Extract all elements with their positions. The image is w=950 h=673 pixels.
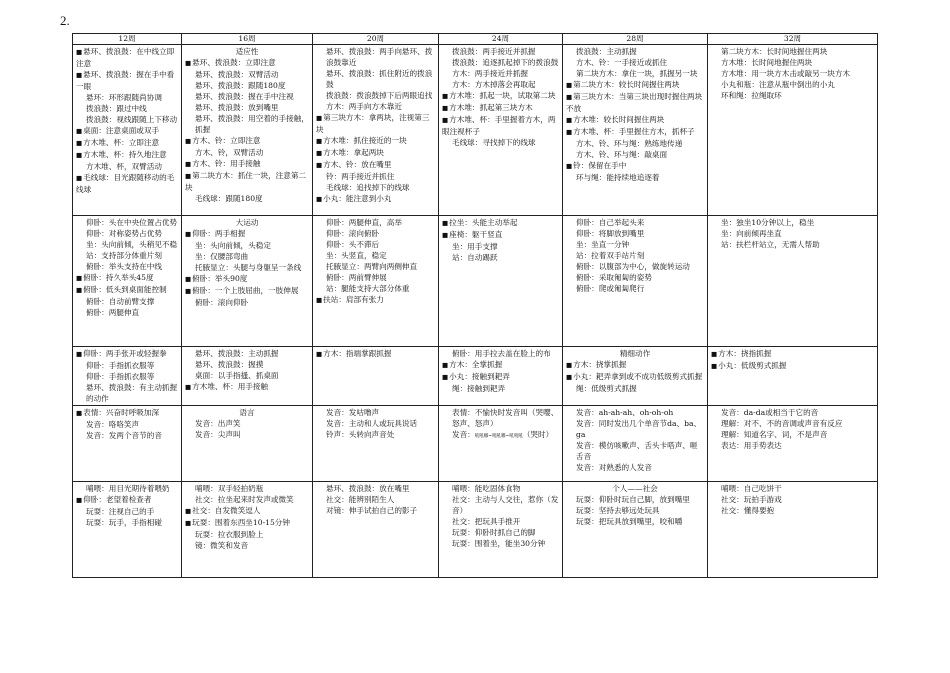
cell-adaptive-20周 xyxy=(313,45,439,216)
milestone-item: ■ 方木堆、杯：用手接触 xyxy=(185,381,309,393)
section-row-personal-social xyxy=(73,482,878,578)
cell-adaptive-12周 xyxy=(73,45,182,216)
milestone-item: 坐：头向前倾，头稳定 xyxy=(195,241,271,250)
section-row-language xyxy=(73,406,878,482)
milestone-item: 玩耍：仰卧时抓自己的脚 xyxy=(452,528,536,537)
milestone-item: 理解：知道名字、词，不是声音 xyxy=(721,430,828,439)
milestone-item: 坐：独坐10分钟以上，稳坐 xyxy=(721,218,815,227)
milestone-item: ■ 小丸：耙弄拿到或不成功低级剪式抓握 xyxy=(566,371,704,383)
milestone-item: 坐：坐直一分钟 xyxy=(576,240,630,249)
cell-language-12周 xyxy=(73,406,182,482)
milestone-item: 哺喂：自己吃饼干 xyxy=(721,484,782,493)
milestone-item: 毛线球：寻找掉下的线球 xyxy=(452,138,536,147)
milestone-item: ■ 小丸：接触到耙弄 xyxy=(442,371,559,383)
milestone-item: 理解：对不、不的音调或声音有反应 xyxy=(721,419,843,428)
milestone-item: 俯卧：滚向仰卧 xyxy=(195,298,249,307)
cell-fine-motor-12周 xyxy=(73,347,182,406)
cell-language-32周 xyxy=(708,406,878,482)
milestone-item: ■ 悬环、拨浪鼓：立即注意 xyxy=(185,57,309,69)
milestone-item: 方木：方木掉落会再取起 xyxy=(452,80,536,89)
milestone-item: 仰卧：滚向俯卧 xyxy=(326,229,380,238)
milestone-item: ■ 俯卧：一个上肢屈曲，一肢伸展 xyxy=(185,285,309,297)
milestone-item: 悬环、拨浪鼓：主动抓握 xyxy=(195,349,279,358)
milestone-item: 玩耍：围着坐，能坐30分钟 xyxy=(452,539,546,548)
milestone-item: 小丸和瓶：注意从瓶中倒出的小丸 xyxy=(721,80,835,89)
milestone-item: 站：支持部分体重片刻 xyxy=(86,251,162,260)
milestone-item: ■ 仰卧：老望着检查者 xyxy=(76,494,178,506)
milestone-item: 方木、铃，双臂活动 xyxy=(195,148,264,157)
cell-adaptive-28周 xyxy=(563,45,708,216)
milestone-item: 哺喂：能吃固体食物 xyxy=(452,484,521,493)
milestone-item: ■ 毛线球：目光跟随移动的毛线球 xyxy=(76,172,178,195)
milestone-item: 悬环、拨浪鼓：放在嘴里 xyxy=(326,484,410,493)
col-header-16w: 16周 xyxy=(182,34,313,45)
milestone-item: ■ 第二块方木：较长时间握住两块 xyxy=(566,79,704,91)
milestone-item: ■ 俯卧：持久举头45度 xyxy=(76,272,178,284)
milestone-item: 俯卧：自动前臂支撑 xyxy=(86,297,155,306)
milestone-item: ■ 方木：挠指抓握 xyxy=(711,348,874,360)
cell-adaptive-16周 xyxy=(182,45,313,216)
milestone-item: ■ 方木：挠掌抓握 xyxy=(566,359,704,371)
milestone-item: ■ 社交：自发微笑逗人 xyxy=(185,505,309,517)
milestone-item: 俯卧：用手拉去盖在脸上的布 xyxy=(452,349,551,358)
milestone-item: 玩耍：注视自己的手 xyxy=(86,507,155,516)
milestone-item: ■ 方木堆：抓起第三块方木 xyxy=(442,102,559,114)
milestone-item: 发音：吼吼嘟~吼吼嘟~吼吼吼（哭时） xyxy=(452,430,554,439)
cell-language-20周 xyxy=(313,406,439,482)
milestone-item: ■ 仰卧：两手相握 xyxy=(185,228,309,240)
col-header-20w: 20周 xyxy=(313,34,439,45)
milestone-item: 仰卧：头在中央位置占优势 xyxy=(86,218,178,227)
milestone-item: ■ 方木堆：较长时间握住两块 xyxy=(566,114,704,126)
milestone-item: 站：腿能支持大部分体重 xyxy=(326,284,410,293)
page-number: 2. xyxy=(60,13,70,28)
cell-personal-social-20周 xyxy=(313,482,439,578)
milestone-item: 仰卧：将脚放到嘴里 xyxy=(576,229,645,238)
milestone-item: 表情：不愉快时发音叫（哭嘤、怒声、怒声） xyxy=(452,408,559,428)
development-milestone-table xyxy=(72,33,878,578)
milestone-item: 玩耍：拉衣服到脸上 xyxy=(195,530,264,539)
milestone-item: ■ 方木堆：拿起两块 xyxy=(316,147,435,159)
cell-language-24周 xyxy=(439,406,563,482)
section-title: 精细动作 xyxy=(619,349,651,358)
cell-fine-motor-16周 xyxy=(182,347,313,406)
cell-gross-motor-24周 xyxy=(439,216,563,347)
section-row-gross-motor xyxy=(73,216,878,347)
cell-fine-motor-32周 xyxy=(708,347,878,406)
milestone-item: ■ 拉坐：头能主动举起 xyxy=(442,217,559,229)
milestone-item: 玩耍：玩手，手指相碰 xyxy=(86,518,162,527)
milestone-item: ■ 方木堆、杯：手里握住方木，抓杯子 xyxy=(566,126,704,138)
milestone-item: ■ 第二块方木：抓住一块，注意第二块 xyxy=(185,170,309,193)
milestone-item: 悬环、拨浪鼓：抓住附近的拨浪鼓 xyxy=(326,69,433,89)
milestone-item: 悬环、拨浪鼓：有主动抓握的动作 xyxy=(86,383,178,403)
milestone-item: 方木：两手接近并抓握 xyxy=(452,69,528,78)
milestone-item: 毛线球：跟随180度 xyxy=(195,194,263,203)
milestone-item: 发音：主动和人或玩具说话 xyxy=(326,419,418,428)
milestone-item: 仰卧：对称姿势占优势 xyxy=(86,229,162,238)
milestone-item: 发音：对熟悉的人发音 xyxy=(576,463,652,472)
milestone-item: 悬环、拨浪鼓：握摸 xyxy=(195,360,264,369)
milestone-item: ■ 座椅：躯干竖直 xyxy=(442,229,559,241)
milestone-item: 发音：da-da或相当于它的音 xyxy=(721,408,819,417)
milestone-item: 玩耍：坚持去够远处玩具 xyxy=(576,506,660,515)
milestone-item: 方木堆、杯，双臂活动 xyxy=(86,162,162,171)
milestone-item: 悬环、拨浪鼓：跟随180度 xyxy=(195,81,286,90)
milestone-item: 第二块方木：长时间地握住两块 xyxy=(721,47,828,56)
milestone-item: ■ 方木堆：抓住接近的一块 xyxy=(316,135,435,147)
cell-gross-motor-28周 xyxy=(563,216,708,347)
milestone-item: 站：扶栏杆站立，无需人帮助 xyxy=(721,240,820,249)
milestone-item: ■ 铃：保留在手中 xyxy=(566,160,704,172)
cell-adaptive-24周 xyxy=(439,45,563,216)
milestone-item: 悬环、拨浪鼓：握在手中注视 xyxy=(195,92,294,101)
milestone-item: 拨浪鼓：两手接近并抓握 xyxy=(452,47,536,56)
milestone-item: 环与绳：能持续地追逐着 xyxy=(576,173,660,182)
milestone-item: ■ 方木：全掌抓握 xyxy=(442,359,559,371)
milestone-item: 方木：两手向方木靠近 xyxy=(326,102,402,111)
milestone-item: 发音：发咕噜声 xyxy=(326,408,380,417)
section-title: 语言 xyxy=(239,408,255,417)
milestone-item: ■ 方木、铃：放在嘴里 xyxy=(316,159,435,171)
section-title: 大运动 xyxy=(235,218,259,227)
milestone-item: ■ 方木：指端掌跟抓握 xyxy=(316,348,435,360)
milestone-item: 第二块方木：拿住一块，抓握另一块 xyxy=(576,69,698,78)
milestone-item: ■ 扶站：肩部有张力 xyxy=(316,294,435,306)
milestone-item: 玩耍：仰卧时玩自己脚，放到嘴里 xyxy=(576,495,690,504)
milestone-item: ■ 仰卧：两手张开或轻握拳 xyxy=(76,348,178,360)
milestone-item: 发音：模仿咳嗽声、舌头卡嗒声、咂舌音 xyxy=(576,441,698,461)
milestone-item: 方木、铃、环与绳：敲桌面 xyxy=(576,150,668,159)
cell-personal-social-28周 xyxy=(563,482,708,578)
milestone-item: 方木、铃、环与绳：熟练地传递 xyxy=(576,139,683,148)
cell-fine-motor-20周 xyxy=(313,347,439,406)
milestone-item: 毛线球：追找掉下的线球 xyxy=(326,183,410,192)
milestone-item: 发音：咯咯笑声 xyxy=(86,420,140,429)
milestone-item: 方木堆：长时间地握住两块 xyxy=(721,58,813,67)
milestone-item: 哺喂：用目光期待着喂奶 xyxy=(86,484,170,493)
milestone-item: 发音：发两个音节的音 xyxy=(86,431,162,440)
milestone-item: 俯卧：爬或匍匐爬行 xyxy=(576,284,645,293)
milestone-item: 社交：玩拍手游戏 xyxy=(721,495,782,504)
milestone-item: 托腋显立：头腿与身躯呈一条线 xyxy=(195,263,302,272)
milestone-item: 拨浪鼓：主动抓握 xyxy=(576,47,637,56)
milestone-item: 悬环、拨浪鼓：用空着的手接触，抓握 xyxy=(195,114,309,134)
milestone-item: 社交：拉坐起来时发声或微笑 xyxy=(195,495,294,504)
cell-gross-motor-20周 xyxy=(313,216,439,347)
milestone-item: 悬环、拨浪鼓：两手向悬环、拨浪鼓靠近 xyxy=(326,47,433,67)
section-row-adaptive xyxy=(73,45,878,216)
milestone-item: 悬环、拨浪鼓：放到嘴里 xyxy=(195,103,279,112)
milestone-item: ■ 小丸：低级剪式抓握 xyxy=(711,360,874,372)
milestone-item: ■ 悬环、拨浪鼓：在中线立即注意 xyxy=(76,46,178,69)
col-header-32w: 32周 xyxy=(708,34,878,45)
milestone-item: 发音：同时发出几个单音节da、ba、ga xyxy=(576,419,702,439)
milestone-item: ■ 第三块方木：拿两块，注视第三块 xyxy=(316,112,435,135)
milestone-item: 拨浪鼓：视线跟随上下移动 xyxy=(86,115,178,124)
milestone-item: ■ 方木堆：抓起一块，试取第二块 xyxy=(442,90,559,102)
cell-gross-motor-32周 xyxy=(708,216,878,347)
milestone-item: 仰卧：两腿伸直，高举 xyxy=(326,218,402,227)
milestone-item: 仰卧：手指抓衣服等 xyxy=(86,372,155,381)
milestone-item: 坐：仅腰部弯曲 xyxy=(195,252,249,261)
milestone-item: 俯卧：采取匍匐的姿势 xyxy=(576,273,652,282)
section-title: 个人——社会 xyxy=(612,484,658,493)
milestone-item: ■ 方木堆、杯：立即注意 xyxy=(76,137,178,149)
milestone-item: 站：拉着双手站片刻 xyxy=(576,251,645,260)
small-note: 吼吼嘟~吼吼嘟~吼吼吼 xyxy=(474,434,523,439)
milestone-item: 绳：低级剪式抓握 xyxy=(576,384,637,393)
milestone-item: 坐：头竖直，稳定 xyxy=(326,251,387,260)
milestone-item: 发音：尖声叫 xyxy=(195,430,241,439)
milestone-item: 发音：出声笑 xyxy=(195,419,241,428)
cell-personal-social-12周 xyxy=(73,482,182,578)
col-header-24w: 24周 xyxy=(439,34,563,45)
milestone-item: 哺喂：双手轻拍奶瓶 xyxy=(195,484,264,493)
cell-language-16周 xyxy=(182,406,313,482)
milestone-item: 悬环：环形跟随尚协调 xyxy=(86,93,162,102)
milestone-item: 环和绳：拉绳取环 xyxy=(721,91,782,100)
milestone-item: 坐：向前倾再坐直 xyxy=(721,229,782,238)
milestone-item: ■ 桌面：注意桌面或双手 xyxy=(76,125,178,137)
milestone-item: 社交：把玩具手推开 xyxy=(452,517,521,526)
milestone-item: 仰卧：自己举起头来 xyxy=(576,218,645,227)
milestone-item: 托腋显立：两臂向两侧伸直 xyxy=(326,262,418,271)
cell-personal-social-32周 xyxy=(708,482,878,578)
milestone-item: 俯卧：两腿伸直 xyxy=(86,308,140,317)
milestone-item: 铃：两手接近并抓住 xyxy=(326,172,395,181)
milestone-item: 社交：能辨别陌生人 xyxy=(326,495,395,504)
milestone-item: 表达：用手势表达 xyxy=(721,441,782,450)
milestone-item: 绳：接触到耙弄 xyxy=(452,384,506,393)
milestone-item: ■ 俯卧：低头到桌面能控制 xyxy=(76,284,178,296)
header-row xyxy=(73,34,878,45)
section-row-fine-motor xyxy=(73,347,878,406)
milestone-item: ■ 表情：兴奋时呼吸加深 xyxy=(76,407,178,419)
cell-adaptive-32周 xyxy=(708,45,878,216)
milestone-item: 社交：懂得要抱 xyxy=(721,506,775,515)
milestone-item: ■ 小丸：能注意到小丸 xyxy=(316,193,435,205)
milestone-item: ■ 方木堆、杯：手里握着方木，两眼注视杯子 xyxy=(442,114,559,137)
milestone-item: 坐：用手支撑 xyxy=(452,242,498,251)
milestone-item: 俯卧：两前臂伸展 xyxy=(326,273,387,282)
section-title: 适应性 xyxy=(235,47,259,56)
cell-language-28周 xyxy=(563,406,708,482)
milestone-item: ■ 方木、铃：立即注意 xyxy=(185,135,309,147)
milestone-item: 拨浪鼓：拨浪鼓掉下后两眼追找 xyxy=(326,91,433,100)
col-header-28w: 28周 xyxy=(563,34,708,45)
milestone-item: 拨浪鼓：追逐抓起掉下的拨浪鼓 xyxy=(452,58,559,67)
milestone-item: 对镜：伸手试拍自己的影子 xyxy=(326,506,418,515)
milestone-item: 站：自动踢跃 xyxy=(452,253,498,262)
cell-gross-motor-16周 xyxy=(182,216,313,347)
cell-gross-motor-12周 xyxy=(73,216,182,347)
milestone-item: 仰卧：手指抓衣服等 xyxy=(86,361,155,370)
cell-personal-social-16周 xyxy=(182,482,313,578)
milestone-item: 发音：ah-ah-ah、oh-oh-oh xyxy=(576,408,674,417)
milestone-item: 方木、铃：一手接近或抓住 xyxy=(576,58,668,67)
milestone-item: ■ 方木、铃：用手接触 xyxy=(185,158,309,170)
milestone-item: 拨浪鼓：跟过中线 xyxy=(86,104,147,113)
milestone-item: ■ 方木堆、杯：持久地注意 xyxy=(76,149,178,161)
milestone-item: 仰卧：头不滞后 xyxy=(326,240,380,249)
milestone-item: 俯卧：以腹部为中心，做旋转运动 xyxy=(576,262,690,271)
milestone-item: 玩耍：把玩具放到嘴里，咬和嚼 xyxy=(576,517,683,526)
cell-fine-motor-24周 xyxy=(439,347,563,406)
milestone-item: 铃声：头转向声音处 xyxy=(326,430,395,439)
milestone-item: ■ 第三块方木：当第三块出现时握住两块不放 xyxy=(566,91,704,114)
milestone-item: 悬环、拨浪鼓：双臂活动 xyxy=(195,70,279,79)
milestone-item: 方木堆：用一块方木击或敲另一块方木 xyxy=(721,69,851,78)
milestone-item: 坐：头向前倾，头稍见不稳 xyxy=(86,240,178,249)
milestone-item: 桌面：以手指搔、抓桌面 xyxy=(195,371,279,380)
milestone-item: 社交：主动与人交往，惹你（发音） xyxy=(452,495,559,515)
cell-personal-social-24周 xyxy=(439,482,563,578)
col-header-12w: 12周 xyxy=(73,34,182,45)
milestone-item: 俯卧：举头支持在中线 xyxy=(86,262,162,271)
cell-fine-motor-28周 xyxy=(563,347,708,406)
milestone-item: ■ 玩耍：围着东西坐10-15分钟 xyxy=(185,517,309,529)
milestone-item: 镜：微笑和发音 xyxy=(195,541,249,550)
milestone-item: ■ 俯卧：举头90度 xyxy=(185,273,309,285)
milestone-item: ■ 悬环、拨浪鼓：握在手中看一眼 xyxy=(76,69,178,92)
